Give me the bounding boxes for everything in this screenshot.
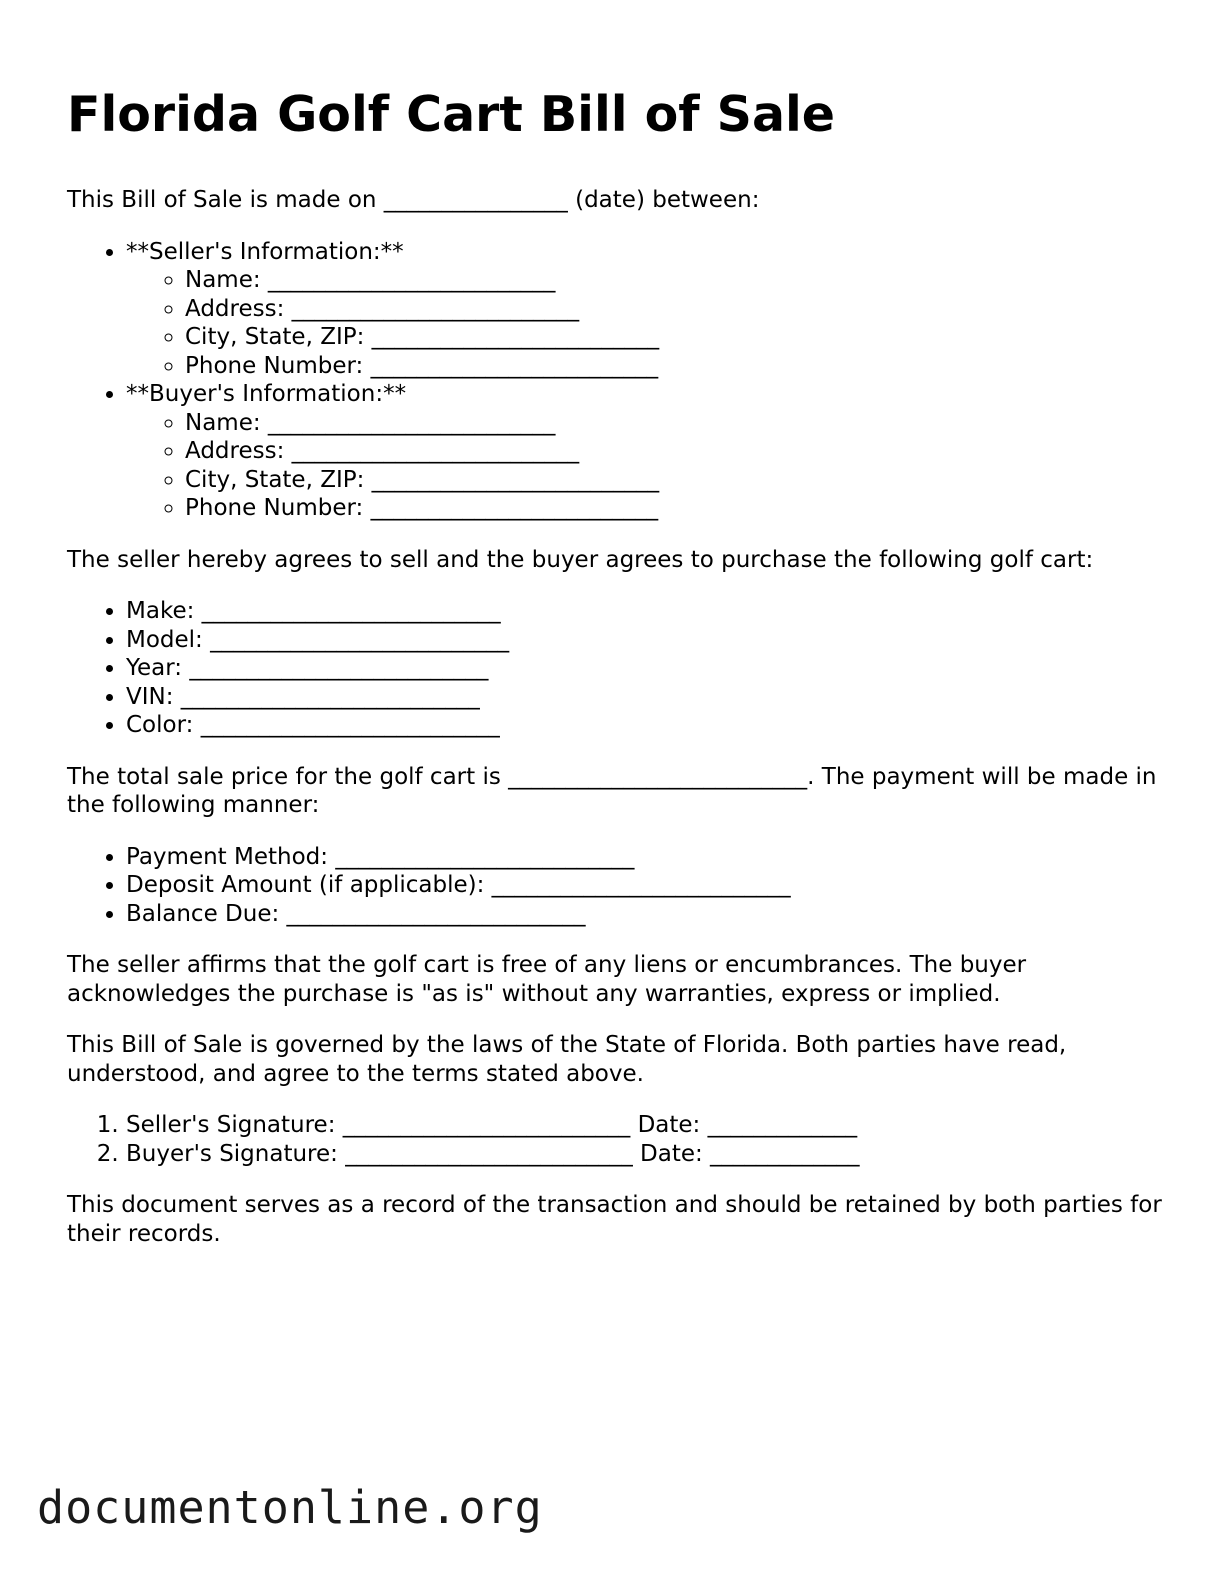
buyer-fields [126, 409, 1167, 523]
buyer-section [126, 380, 1167, 523]
buyer-phone-field: ◦ Phone Number: _________________________ [185, 494, 1167, 523]
cart-year-field: • Year: __________________________ [126, 654, 1167, 683]
seller-name-field: ◦ Name: _________________________ [185, 266, 1167, 295]
intro-paragraph: This Bill of Sale is made on ________________ (date) between: [67, 187, 760, 213]
payment-method-field: • Payment Method: __________________________ [126, 843, 1167, 872]
buyer-city-state-zip-field: ◦ City, State, ZIP: _________________________ [185, 466, 1167, 495]
buyer-heading: **Buyer's Information:** [126, 381, 407, 407]
cart-make-field: • Make: __________________________ [126, 597, 1167, 626]
buyer-name-field: ◦ Name: _________________________ [185, 409, 1167, 438]
document-title: Florida Golf Cart Bill of Sale [67, 86, 836, 143]
document-body [67, 86, 1167, 1271]
liens-paragraph: The seller affirms that the golf cart is free of any liens or encumbrances. The buyer acknowledges the purchase is "as is" without any warranties, express or implied. [67, 952, 1027, 1007]
site-watermark: documentonline.org [37, 1481, 543, 1534]
seller-signature-line: 1. Seller's Signature: _________________________ Date: _____________ [126, 1111, 1167, 1140]
cart-model-field: • Model: __________________________ [126, 626, 1167, 655]
closing-paragraph: This document serves as a record of the transaction and should be retained by both parties for their records. [67, 1192, 1162, 1247]
governing-law-paragraph: This Bill of Sale is governed by the laws of the State of Florida. Both parties have read, understood, and agree to the terms stated above. [67, 1032, 1067, 1087]
signature-list [67, 1111, 1167, 1168]
buyer-address-field: ◦ Address: _________________________ [185, 437, 1167, 466]
balance-due-field: • Balance Due: __________________________ [126, 900, 1167, 929]
cart-details-list [67, 597, 1167, 740]
price-paragraph: The total sale price for the golf cart is __________________________. The payment will be made in the following manner: [67, 763, 1157, 818]
seller-address-field: ◦ Address: _________________________ [185, 295, 1167, 324]
cart-vin-field: • VIN: __________________________ [126, 683, 1167, 712]
buyer-signature-line: 2. Buyer's Signature: _________________________ Date: _____________ [126, 1140, 1167, 1169]
seller-fields [126, 266, 1167, 380]
payment-list [67, 843, 1167, 929]
deposit-amount-field: • Deposit Amount (if applicable): __________________________ [126, 871, 1167, 900]
agreement-paragraph: The seller hereby agrees to sell and the buyer agrees to purchase the following golf cart: [67, 546, 1094, 573]
seller-city-state-zip-field: ◦ City, State, ZIP: _________________________ [185, 323, 1167, 352]
seller-phone-field: ◦ Phone Number: _________________________ [185, 352, 1167, 381]
parties-list [67, 238, 1167, 523]
cart-color-field: • Color: __________________________ [126, 711, 1167, 740]
seller-heading: **Seller's Information:** [126, 238, 404, 265]
seller-section [126, 238, 1167, 381]
